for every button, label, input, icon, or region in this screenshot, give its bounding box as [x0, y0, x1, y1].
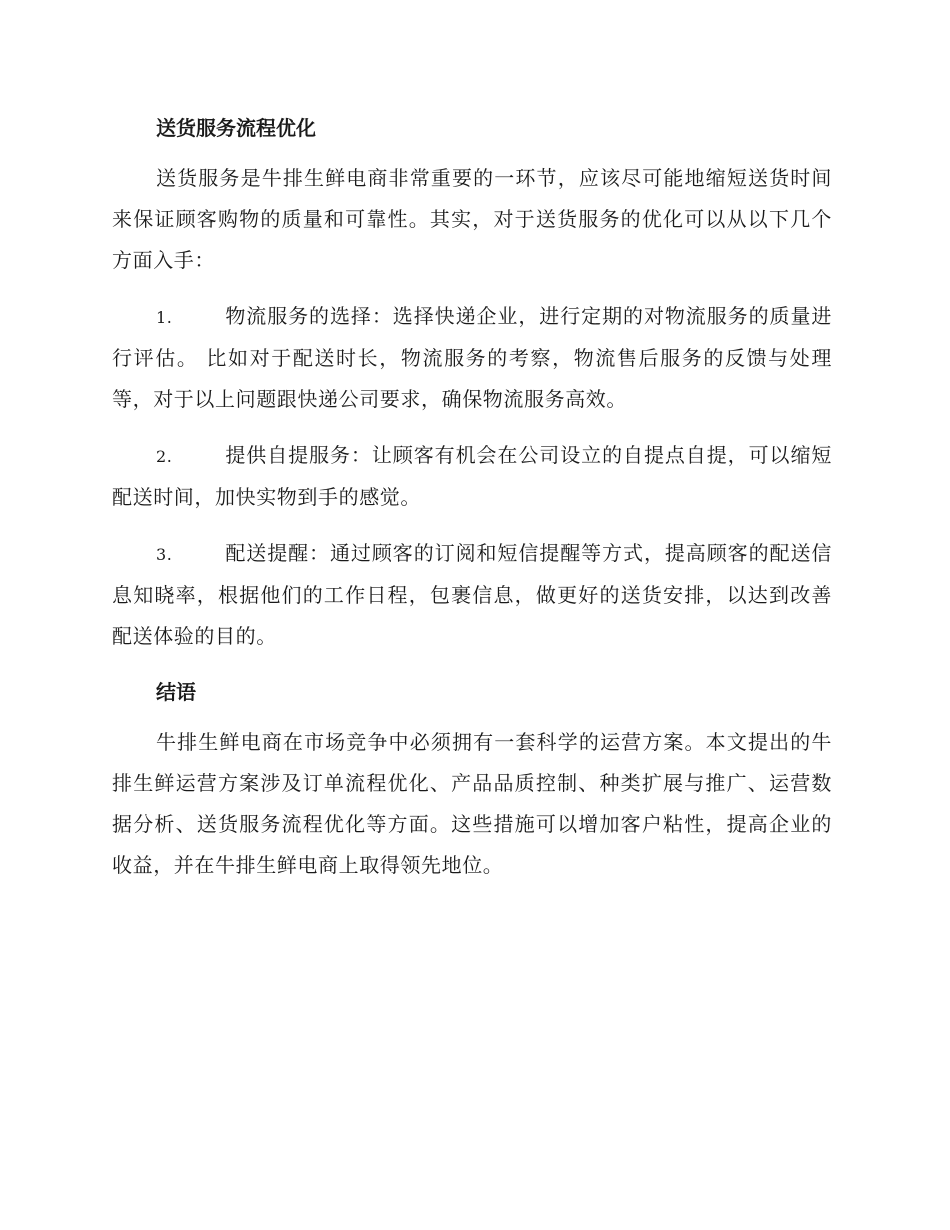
list-item-text: 物流服务的选择：选择快递企业，进行定期的对物流服务的质量进行评估。 比如对于配送时长，物流服务的考察，物流售后服务的反馈与处理等，对于以上问题跟快递公司要求，确保物流服务高效。 — [112, 304, 832, 411]
list-item-number: 1. — [156, 308, 173, 327]
list-item — [112, 435, 832, 518]
list-item-number: 3. — [156, 545, 173, 564]
list-item-text: 配送提醒：通过顾客的订阅和短信提醒等方式，提高顾客的配送信息知晓率，根据他们的工作日程，包裹信息，做更好的送货安排，以达到改善配送体验的目的。 — [112, 541, 832, 648]
section-heading-delivery: 送货服务流程优化 — [156, 116, 316, 140]
section-heading-conclusion: 结语 — [156, 680, 196, 704]
delivery-intro-paragraph: 送货服务是牛排生鲜电商非常重要的一环节，应该尽可能地缩短送货时间来保证顾客购物的质量和可靠性。其实，对于送货服务的优化可以从以下几个方面入手： — [112, 166, 832, 272]
list-item-text: 提供自提服务：让顾客有机会在公司设立的自提点自提，可以缩短配送时间，加快实物到手的感觉。 — [112, 443, 832, 509]
document-page — [112, 108, 832, 901]
list-item — [112, 533, 832, 657]
list-item-number: 2. — [156, 447, 173, 466]
conclusion-paragraph: 牛排生鲜电商在市场竞争中必须拥有一套科学的运营方案。本文提出的牛排生鲜运营方案涉及订单流程优化、产品品质控制、种类扩展与推广、运营数据分析、送货服务流程优化等方面。这些措施可以增加客户粘性，提高企业的收益，并在牛排生鲜电商上取得领先地位。 — [112, 730, 832, 877]
list-item — [112, 296, 832, 420]
